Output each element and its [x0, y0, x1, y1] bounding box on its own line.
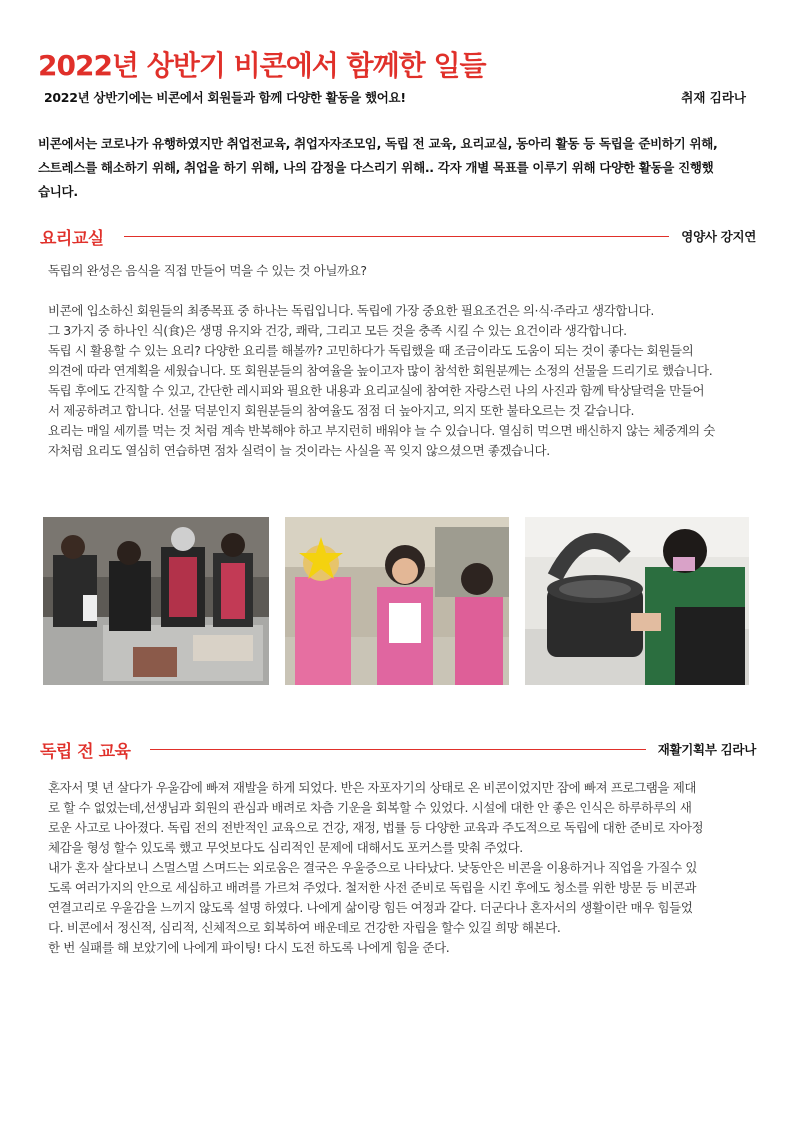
- cooking-line: 서 제공하려고 합니다. 선물 덕분인지 회원분들의 참여율도 점점 더 높아지고, 의지 또한 불타오르는 것 같습니다.: [48, 403, 635, 418]
- cooking-line: 독립 시 활용할 수 있는 요리? 다양한 요리를 해볼까? 고민하다가 독립했을 때 조금이라도 도움이 되는 것이 좋다는 회원들의: [48, 343, 694, 358]
- cooking-section-author: 영양사 강지연: [681, 229, 756, 244]
- group-photo: [285, 517, 509, 685]
- rice-cooker-photo: [525, 517, 749, 685]
- independence-line: 로운 사고로 나아졌다. 독립 전의 전반적인 교육으로 건강, 재정, 법률 등 다양한 교육과 주도적으로 독립에 대한 준비로 자아정: [48, 820, 704, 835]
- section-divider: [124, 236, 670, 237]
- cooking-section-title: 요리교실: [40, 228, 104, 249]
- intro-line: 비콘에서는 코로나가 유행하였지만 취업전교육, 취업자자조모임, 독립 전 교육, 요리교실, 동아리 활동 등 독립을 준비하기 위해,: [38, 136, 718, 151]
- independence-section-author: 재활기획부 김라나: [657, 742, 756, 757]
- independence-line: 체감을 형성 할수 있도록 했고 무엇보다도 심리적인 문제에 대해서도 포커스를 맞춰 주었다.: [48, 840, 523, 855]
- independence-section-header: [40, 737, 756, 761]
- cooking-section-header: [40, 224, 756, 248]
- cooking-line: 요리는 매일 세끼를 먹는 것 처럼 계속 반복해야 하고 부지런히 배워야 늘 수 있습니다. 열심히 먹으면 배신하지 않는 체중계의 숫: [48, 423, 715, 438]
- independence-section-title: 독립 전 교육: [40, 741, 131, 762]
- intro-line: 습니다.: [38, 184, 78, 199]
- reporter-credit: 취재 김라나: [681, 90, 746, 105]
- cooking-line: 의견에 따라 연계획을 세웠습니다. 또 회원분들의 참여율을 높이고자 많이 참석한 회원분께는 소정의 선물을 드리기로 했습니다.: [48, 363, 713, 378]
- independence-line: 도록 여러가지의 안으로 세심하고 배려를 가르쳐 주었다. 철저한 사전 준비로 독립을 시킨 후에도 청소를 위한 방문 등 비콘과: [48, 880, 697, 895]
- cooking-class-photo: [43, 517, 269, 685]
- independence-line: 다. 비콘에서 정신적, 심리적, 신체적으로 회복하여 배운데로 건강한 자립을 할수 있길 희망 해본다.: [48, 920, 561, 935]
- page-title: 2022년 상반기 비콘에서 함께한 일들: [38, 49, 486, 82]
- cooking-question: 독립의 완성은 음식을 직접 만들어 먹을 수 있는 것 아닐까요?: [48, 263, 367, 278]
- independence-line: 로 할 수 없었는데,선생님과 회원의 관심과 배려로 차츰 기운을 회복할 수 있었다. 시설에 대한 안 좋은 인식은 하루하루의 새: [48, 800, 692, 815]
- page-subtitle: 2022년 상반기에는 비콘에서 회원들과 함께 다양한 활동을 했어요!: [44, 90, 406, 105]
- independence-line: 한 번 실패를 해 보았기에 나에게 파이팅! 다시 도전 하도록 나에게 힘을 준다.: [48, 940, 450, 955]
- intro-paragraph: [38, 132, 760, 204]
- independence-line: 내가 혼자 살다보니 스멀스멀 스며드는 외로움은 결국은 우울증으로 나타났다. 낮동안은 비콘을 이용하거나 직업을 가질수 있: [48, 860, 698, 875]
- cooking-section-body: [48, 261, 764, 461]
- cooking-line: 비콘에 입소하신 회원들의 최종목표 중 하나는 독립입니다. 독립에 가장 중요한 필요조건은 의·식·주라고 생각합니다.: [48, 303, 654, 318]
- cooking-line: 그 3가지 중 하나인 식(食)은 생명 유지와 건강, 쾌락, 그리고 모든 것을 충족 시킬 수 있는 요건이라 생각합니다.: [48, 323, 627, 338]
- independence-line: 연결고리로 우울감을 느끼지 않도록 설명 하였다. 나에게 삶이랑 힘든 여정과 같다. 더군다나 혼자서의 생활이란 매우 힘들었: [48, 900, 693, 915]
- independence-section-body: [48, 778, 764, 958]
- intro-line: 스트레스를 해소하기 위해, 취업을 하기 위해, 나의 감정을 다스리기 위해.. 각자 개별 목표를 이루기 위해 다양한 활동을 진행했: [38, 160, 714, 175]
- cooking-line: 독립 후에도 간직할 수 있고, 간단한 레시피와 필요한 내용과 요리교실에 참여한 자랑스런 나의 사진과 함께 탁상달력을 만들어: [48, 383, 705, 398]
- independence-line: 혼자서 몇 년 살다가 우울감에 빠져 재발을 하게 되었다. 반은 자포자기의 상태로 온 비콘이었지만 잠에 빠져 프로그램을 제대: [48, 780, 697, 795]
- section-divider: [150, 749, 645, 750]
- cooking-line: 자처럼 요리도 열심히 연습하면 점차 실력이 늘 것이라는 사실을 꼭 잊지 않으셨으면 좋겠습니다.: [48, 443, 550, 458]
